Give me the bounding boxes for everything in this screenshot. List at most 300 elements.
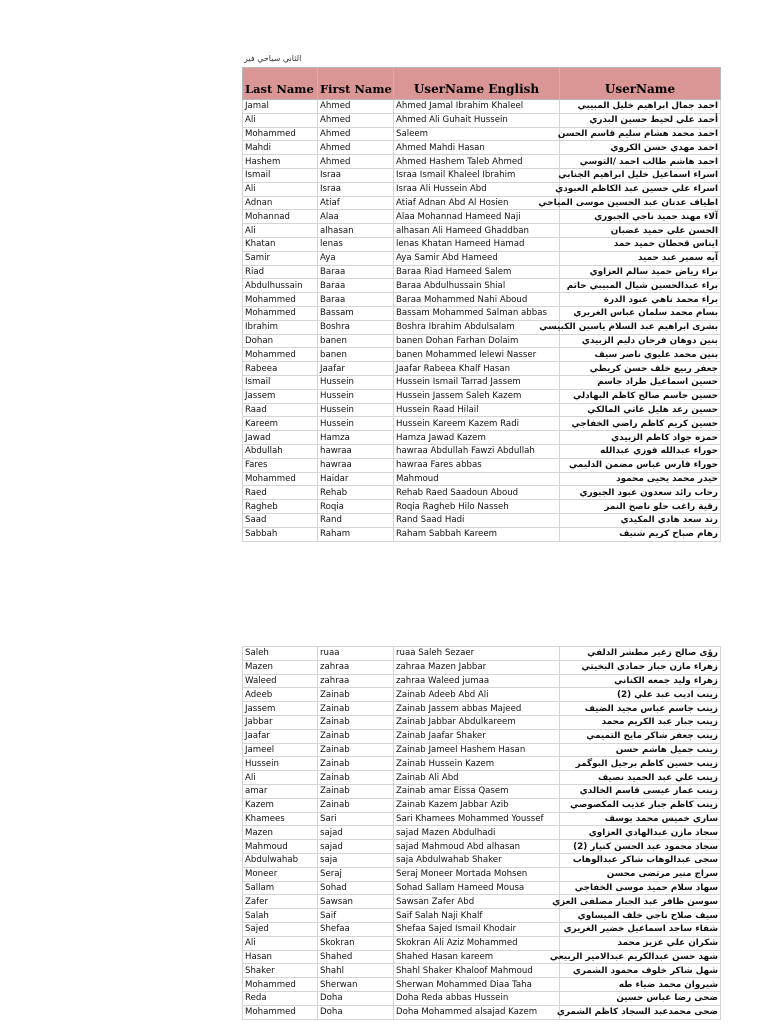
first-name-cell[interactable]: Zainab xyxy=(318,771,394,785)
last-name-cell[interactable]: Mohammed xyxy=(243,978,318,992)
table-row xyxy=(243,224,721,238)
last-name-cell[interactable]: Khamees xyxy=(243,812,318,826)
first-name-cell[interactable]: Shahed xyxy=(318,950,394,964)
username-cell[interactable]: شفاء ساجد اسماعيل خضير الغريري xyxy=(560,922,721,936)
username-english-cell[interactable]: Hussein Jassem Saleh Kazem xyxy=(394,389,560,403)
username-english-cell[interactable]: hawraa Fares abbas xyxy=(394,458,560,472)
first-name-cell[interactable]: Rand xyxy=(318,513,394,527)
table-row xyxy=(243,458,721,472)
last-name-cell[interactable]: Mahdi xyxy=(243,141,318,155)
last-name-cell[interactable]: Moneer xyxy=(243,867,318,881)
table-row xyxy=(243,196,721,210)
last-name-cell[interactable]: Mohammed xyxy=(243,293,318,307)
table-row xyxy=(243,155,721,169)
table-row xyxy=(243,127,721,141)
first-name-cell[interactable]: Sherwan xyxy=(318,978,394,992)
username-cell[interactable]: سجاد مازن عبدالهادي العزاوي xyxy=(560,826,721,840)
first-name-cell[interactable]: Ahmed xyxy=(318,127,394,141)
username-english-cell[interactable]: banen Mohammed lelewi Nasser xyxy=(394,348,560,362)
last-name-cell[interactable]: Jabbar xyxy=(243,715,318,729)
first-name-cell[interactable]: sajad xyxy=(318,840,394,854)
username-cell[interactable]: احمد مهدي حسن الكروي xyxy=(560,141,721,155)
last-name-cell[interactable]: Fares xyxy=(243,458,318,472)
table-row xyxy=(243,113,721,127)
last-name-cell[interactable]: Hussein xyxy=(243,757,318,771)
username-cell[interactable]: ضحى محمدعبد السجاد كاظم الشمري xyxy=(560,1005,721,1019)
first-name-cell[interactable]: Israa xyxy=(318,182,394,196)
username-english-cell[interactable]: zahraa Waleed jumaa xyxy=(394,674,560,688)
username-english-cell[interactable]: Baraa Mohammed Nahi Aboud xyxy=(394,293,560,307)
table-row xyxy=(243,444,721,458)
username-english-cell[interactable]: Hussein Raad Hilail xyxy=(394,403,560,417)
last-name-cell[interactable]: Ragheb xyxy=(243,500,318,514)
username-cell[interactable]: سهاد سلام حميد موسى الخفاجي xyxy=(560,881,721,895)
username-english-cell[interactable]: Skokran Ali Aziz Mohammed xyxy=(394,936,560,950)
username-english-cell[interactable]: Atiaf Adnan Abd Al Hosien xyxy=(394,196,560,210)
username-english-cell[interactable]: Doha Mohammed alsajad Kazem xyxy=(394,1005,560,1019)
first-name-cell[interactable]: Baraa xyxy=(318,293,394,307)
table-row xyxy=(243,389,721,403)
first-name-cell[interactable]: Zainab xyxy=(318,798,394,812)
username-english-cell[interactable]: Rand Saad Hadi xyxy=(394,513,560,527)
username-english-cell[interactable]: Saif Salah Naji Khalf xyxy=(394,909,560,923)
username-english-cell[interactable]: Mahmoud xyxy=(394,472,560,486)
last-name-cell[interactable]: Mohammed xyxy=(243,1005,318,1019)
users-table-top xyxy=(242,67,721,542)
first-name-cell[interactable]: Roqia xyxy=(318,500,394,514)
last-name-cell[interactable]: Mohannad xyxy=(243,210,318,224)
last-name-cell[interactable]: Kareem xyxy=(243,417,318,431)
first-name-cell[interactable]: Sawsan xyxy=(318,895,394,909)
table-row xyxy=(243,527,721,541)
first-name-cell[interactable]: Zainab xyxy=(318,784,394,798)
username-cell[interactable]: شكران علي عزيز محمد xyxy=(560,936,721,950)
first-name-cell[interactable]: Hussein xyxy=(318,389,394,403)
table-row xyxy=(243,784,721,798)
username-english-cell[interactable]: Roqia Ragheb Hilo Nasseh xyxy=(394,500,560,514)
first-name-cell[interactable]: Baraa xyxy=(318,265,394,279)
first-name-cell[interactable]: zahraa xyxy=(318,674,394,688)
table-row xyxy=(243,500,721,514)
username-cell[interactable]: جعفر ربيع خلف حسن كريطي xyxy=(560,362,721,376)
first-name-cell[interactable]: Shefaa xyxy=(318,922,394,936)
table-row xyxy=(243,895,721,909)
table-row xyxy=(243,757,721,771)
table-row xyxy=(243,375,721,389)
last-name-cell[interactable]: Mahmoud xyxy=(243,840,318,854)
first-name-cell[interactable]: Zainab xyxy=(318,743,394,757)
username-english-cell[interactable]: Zainab Jaafar Shaker xyxy=(394,729,560,743)
username-english-cell[interactable]: Hamza Jawad Kazem xyxy=(394,431,560,445)
username-english-cell[interactable]: Seraj Moneer Mortada Mohsen xyxy=(394,867,560,881)
username-cell[interactable]: حسين رعد هليل عاتي المالكي xyxy=(560,403,721,417)
table-row xyxy=(243,472,721,486)
first-name-cell[interactable]: Haidar xyxy=(318,472,394,486)
username-cell[interactable]: ايناس قحطان حميد حمد xyxy=(560,237,721,251)
username-cell[interactable]: شيروان محمد ضياء طه xyxy=(560,978,721,992)
username-english-cell[interactable]: Bassam Mohammed Salman abbas xyxy=(394,306,560,320)
table-row xyxy=(243,950,721,964)
last-name-cell[interactable]: Rabeea xyxy=(243,362,318,376)
table-row xyxy=(243,743,721,757)
first-name-cell[interactable]: Boshra xyxy=(318,320,394,334)
last-name-cell[interactable]: Ali xyxy=(243,182,318,196)
username-english-cell[interactable]: Alaa Mohannad Hameed Naji xyxy=(394,210,560,224)
first-name-cell[interactable]: Shahl xyxy=(318,964,394,978)
first-name-cell[interactable]: Jaafar xyxy=(318,362,394,376)
table-row xyxy=(243,922,721,936)
first-name-cell[interactable]: ruaa xyxy=(318,647,394,661)
username-english-cell[interactable]: ruaa Saleh Sezaer xyxy=(394,647,560,661)
table-row xyxy=(243,362,721,376)
username-english-cell[interactable]: Zainab Ali Abd xyxy=(394,771,560,785)
username-cell[interactable]: رهام صباح كريم شنيف xyxy=(560,527,721,541)
username-cell[interactable]: ساري خميس محمد يوسف xyxy=(560,812,721,826)
username-cell[interactable]: زينب جميل هاشم حسن xyxy=(560,743,721,757)
username-cell[interactable]: براء رياض حميد سالم العزاوي xyxy=(560,265,721,279)
last-name-cell[interactable]: Mohammed xyxy=(243,472,318,486)
last-name-cell[interactable]: Jawad xyxy=(243,431,318,445)
username-english-cell[interactable]: Sohad Sallam Hameed Mousa xyxy=(394,881,560,895)
table-row xyxy=(243,403,721,417)
table-row xyxy=(243,431,721,445)
username-english-cell[interactable]: Saleem xyxy=(394,127,560,141)
last-name-cell[interactable]: Dohan xyxy=(243,334,318,348)
first-name-cell[interactable]: hawraa xyxy=(318,444,394,458)
username-cell[interactable]: براء محمد ناهي عبود الدرة xyxy=(560,293,721,307)
username-cell[interactable]: زينب جعفر شاكر مايح التميمي xyxy=(560,729,721,743)
username-cell[interactable]: رقية راغب حلو ناصح النمر xyxy=(560,500,721,514)
table-row xyxy=(243,647,721,661)
first-name-cell[interactable]: banen xyxy=(318,334,394,348)
last-name-cell[interactable]: Abdullah xyxy=(243,444,318,458)
last-name-cell[interactable]: Adeeb xyxy=(243,688,318,702)
username-english-cell[interactable]: Boshra Ibrahim Abdulsalam xyxy=(394,320,560,334)
first-name-cell[interactable]: Baraa xyxy=(318,279,394,293)
last-name-cell[interactable]: Ibrahim xyxy=(243,320,318,334)
last-name-cell[interactable]: Saad xyxy=(243,513,318,527)
last-name-cell[interactable]: Raed xyxy=(243,486,318,500)
header-username[interactable]: UserName xyxy=(560,68,721,100)
last-name-cell[interactable]: Sabbah xyxy=(243,527,318,541)
username-english-cell[interactable]: hawraa Abdullah Fawzi Abdullah xyxy=(394,444,560,458)
username-cell[interactable]: حمزه جواد كاظم الزبيدي xyxy=(560,431,721,445)
table-row xyxy=(243,100,721,114)
last-name-cell[interactable]: Reda xyxy=(243,991,318,1005)
table-row xyxy=(243,306,721,320)
first-name-cell[interactable]: Doha xyxy=(318,1005,394,1019)
header-username-english[interactable]: UserName English xyxy=(394,68,560,100)
last-name-cell[interactable]: Mohammed xyxy=(243,306,318,320)
table-row xyxy=(243,853,721,867)
table-row xyxy=(243,251,721,265)
username-cell[interactable]: حيدر محمد يحيى محمود xyxy=(560,472,721,486)
username-english-cell[interactable]: Shahed Hasan kareem xyxy=(394,950,560,964)
username-english-cell[interactable]: Rehab Raed Saadoun Aboud xyxy=(394,486,560,500)
last-name-cell[interactable]: Mazen xyxy=(243,660,318,674)
username-english-cell[interactable]: Baraa Riad Hameed Salem xyxy=(394,265,560,279)
last-name-cell[interactable]: Ali xyxy=(243,113,318,127)
username-english-cell[interactable]: Jaafar Rabeea Khalf Hasan xyxy=(394,362,560,376)
username-english-cell[interactable]: Zainab Jabbar Abdulkareem xyxy=(394,715,560,729)
first-name-cell[interactable]: Hussein xyxy=(318,417,394,431)
first-name-cell[interactable]: Hussein xyxy=(318,375,394,389)
username-english-cell[interactable]: Israa Ali Hussein Abd xyxy=(394,182,560,196)
username-english-cell[interactable]: Sherwan Mohammed Diaa Taha xyxy=(394,978,560,992)
last-name-cell[interactable]: Hasan xyxy=(243,950,318,964)
last-name-cell[interactable]: Salah xyxy=(243,909,318,923)
username-cell[interactable]: بشرى ابراهيم عبد السلام ياسين الكبيسي xyxy=(560,320,721,334)
username-cell[interactable]: الحسن علي حميد غضبان xyxy=(560,224,721,238)
first-name-cell[interactable]: sajad xyxy=(318,826,394,840)
table-row xyxy=(243,688,721,702)
username-cell[interactable]: حسين اسماعيل طراد جاسم xyxy=(560,375,721,389)
username-english-cell[interactable]: Zainab Hussein Kazem xyxy=(394,757,560,771)
username-english-cell[interactable]: Shefaa Sajed Ismail Khodair xyxy=(394,922,560,936)
table-row xyxy=(243,168,721,182)
last-name-cell[interactable]: Khatan xyxy=(243,237,318,251)
username-cell[interactable]: زينب علي عبد الحميد نصيف xyxy=(560,771,721,785)
username-cell[interactable]: رند سعد هادي المكيدي xyxy=(560,513,721,527)
table-row xyxy=(243,417,721,431)
table-row xyxy=(243,182,721,196)
username-cell[interactable]: زينب جاسم عباس مجيد الضيف xyxy=(560,702,721,716)
first-name-cell[interactable]: Ahmed xyxy=(318,141,394,155)
last-name-cell[interactable]: Shaker xyxy=(243,964,318,978)
table-row xyxy=(243,348,721,362)
username-english-cell[interactable]: Israa Ismail Khaleel Ibrahim xyxy=(394,168,560,182)
username-english-cell[interactable]: Ahmed Ali Guhait Hussein xyxy=(394,113,560,127)
username-english-cell[interactable]: lenas Khatan Hameed Hamad xyxy=(394,237,560,251)
last-name-cell[interactable]: Saleh xyxy=(243,647,318,661)
username-english-cell[interactable]: Zainab amar Eissa Qasem xyxy=(394,784,560,798)
first-name-cell[interactable]: Zainab xyxy=(318,729,394,743)
last-name-cell[interactable]: Mohammed xyxy=(243,348,318,362)
username-english-cell[interactable]: Raham Sabbah Kareem xyxy=(394,527,560,541)
username-cell[interactable]: بنين دوهان فرحان دليم الزبيدي xyxy=(560,334,721,348)
table-row xyxy=(243,486,721,500)
username-cell[interactable]: اسراء اسماعيل خليل ابراهيم الجنابي xyxy=(560,168,721,182)
last-name-cell[interactable]: Jameel xyxy=(243,743,318,757)
last-name-cell[interactable]: Ali xyxy=(243,224,318,238)
username-cell[interactable]: آلاء مهند حميد ناجي الجبوري xyxy=(560,210,721,224)
username-english-cell[interactable]: Ahmed Mahdi Hasan xyxy=(394,141,560,155)
username-cell[interactable]: بنين محمد عليوي ناصر سيف xyxy=(560,348,721,362)
first-name-cell[interactable]: Rehab xyxy=(318,486,394,500)
username-cell[interactable]: زينب جبار عبد الكريم محمد xyxy=(560,715,721,729)
username-english-cell[interactable]: zahraa Mazen Jabbar xyxy=(394,660,560,674)
first-name-cell[interactable]: Zainab xyxy=(318,702,394,716)
first-name-cell[interactable]: Atiaf xyxy=(318,196,394,210)
table-row xyxy=(243,729,721,743)
username-english-cell[interactable]: Zainab Kazem Jabbar Azib xyxy=(394,798,560,812)
username-english-cell[interactable]: Zainab Jassem abbas Majeed xyxy=(394,702,560,716)
username-cell[interactable]: حوراء عبدالله فوزي عبدالله xyxy=(560,444,721,458)
last-name-cell[interactable]: Jassem xyxy=(243,389,318,403)
last-name-cell[interactable]: amar xyxy=(243,784,318,798)
table-row xyxy=(243,867,721,881)
last-name-cell[interactable]: Mohammed xyxy=(243,127,318,141)
username-english-cell[interactable]: Baraa Abdulhussain Shial xyxy=(394,279,560,293)
username-cell[interactable]: سجى عبدالوهاب شاكر عبدالوهاب xyxy=(560,853,721,867)
header-last-name[interactable]: Last Name xyxy=(243,68,318,100)
username-cell[interactable]: ضحى رضا عباس حسين xyxy=(560,991,721,1005)
first-name-cell[interactable]: hawraa xyxy=(318,458,394,472)
username-english-cell[interactable]: Zainab Jameel Hashem Hasan xyxy=(394,743,560,757)
username-cell[interactable]: آيه سمير عبد حميد xyxy=(560,251,721,265)
username-english-cell[interactable]: Hussein Kareem Kazem Radi xyxy=(394,417,560,431)
last-name-cell[interactable]: Abdulwahab xyxy=(243,853,318,867)
last-name-cell[interactable]: Abdulhussain xyxy=(243,279,318,293)
last-name-cell[interactable]: Waleed xyxy=(243,674,318,688)
table-row xyxy=(243,513,721,527)
table-row xyxy=(243,320,721,334)
first-name-cell[interactable]: Sari xyxy=(318,812,394,826)
username-cell[interactable]: اسراء علي حسين عبد الكاظم العبودي xyxy=(560,182,721,196)
table-row xyxy=(243,141,721,155)
table-row xyxy=(243,674,721,688)
username-cell[interactable]: زينب اديب عبد علي (2) xyxy=(560,688,721,702)
first-name-cell[interactable]: lenas xyxy=(318,237,394,251)
table-row xyxy=(243,334,721,348)
first-name-cell[interactable]: Skokran xyxy=(318,936,394,950)
username-cell[interactable]: رؤى صالح زغير مطشر الدلفي xyxy=(560,647,721,661)
username-english-cell[interactable]: Shahl Shaker Khaloof Mahmoud xyxy=(394,964,560,978)
table-row xyxy=(243,936,721,950)
table-row xyxy=(243,210,721,224)
table-row xyxy=(243,279,721,293)
username-english-cell[interactable]: Ahmed Hashem Taleb Ahmed xyxy=(394,155,560,169)
first-name-cell[interactable]: Aya xyxy=(318,251,394,265)
first-name-cell[interactable]: Zainab xyxy=(318,715,394,729)
first-name-cell[interactable]: Saif xyxy=(318,909,394,923)
last-name-cell[interactable]: Hashem xyxy=(243,155,318,169)
table-row xyxy=(243,715,721,729)
last-name-cell[interactable]: Jaafar xyxy=(243,729,318,743)
username-english-cell[interactable]: Ahmed Jamal Ibrahim Khaleel xyxy=(394,100,560,114)
username-cell[interactable]: زينب عمار عيسى قاسم الخالدي xyxy=(560,784,721,798)
first-name-cell[interactable]: Zainab xyxy=(318,757,394,771)
username-english-cell[interactable]: Sari Khamees Mohammed Youssef xyxy=(394,812,560,826)
username-cell[interactable]: زهراء وليد جمعه الكناني xyxy=(560,674,721,688)
username-cell[interactable]: براء عبدالحسين شيال المبيبي حاتم xyxy=(560,279,721,293)
first-name-cell[interactable]: banen xyxy=(318,348,394,362)
table-row xyxy=(243,771,721,785)
users-table-bottom xyxy=(242,646,721,1020)
first-name-cell[interactable]: Hamza xyxy=(318,431,394,445)
username-cell[interactable]: اطياف عدنان عبد الحسين موسى المياحي xyxy=(560,196,721,210)
username-english-cell[interactable]: sajad Mahmoud Abd alhasan xyxy=(394,840,560,854)
last-name-cell[interactable]: Jamal xyxy=(243,100,318,114)
username-cell[interactable]: سراج منير مرتضى محسن xyxy=(560,867,721,881)
first-name-cell[interactable]: Sohad xyxy=(318,881,394,895)
first-name-cell[interactable]: Hussein xyxy=(318,403,394,417)
first-name-cell[interactable]: Zainab xyxy=(318,688,394,702)
username-english-cell[interactable]: Zainab Adeeb Abd Ali xyxy=(394,688,560,702)
username-english-cell[interactable]: banen Dohan Farhan Dolaim xyxy=(394,334,560,348)
last-name-cell[interactable]: Adnan xyxy=(243,196,318,210)
username-cell[interactable]: حسين جاسم صالح كاظم البهادلي xyxy=(560,389,721,403)
table-row xyxy=(243,702,721,716)
username-cell[interactable]: زينب كاظم جبار عذيب المكصوصي xyxy=(560,798,721,812)
last-name-cell[interactable]: Raad xyxy=(243,403,318,417)
username-cell[interactable]: بسام محمد سلمان عباس الغريري xyxy=(560,306,721,320)
username-cell[interactable]: زينب حسين كاظم برجيل البوگمر xyxy=(560,757,721,771)
table-row xyxy=(243,812,721,826)
last-name-cell[interactable]: Ali xyxy=(243,771,318,785)
first-name-cell[interactable]: Seraj xyxy=(318,867,394,881)
username-cell[interactable]: احمد جمال ابراهيم خليل المبيبي xyxy=(560,100,721,114)
sheet-caption: الثاني سياحي فيز xyxy=(244,54,302,63)
first-name-cell[interactable]: Ahmed xyxy=(318,100,394,114)
username-cell[interactable]: شهل شاكر خلوف محمود الشمري xyxy=(560,964,721,978)
last-name-cell[interactable]: Samir xyxy=(243,251,318,265)
first-name-cell[interactable]: Alaa xyxy=(318,210,394,224)
table-row xyxy=(243,237,721,251)
first-name-cell[interactable]: Ahmed xyxy=(318,113,394,127)
username-cell[interactable]: احمد محمد هشام سليم قاسم الحسن xyxy=(560,127,721,141)
table-row xyxy=(243,881,721,895)
username-english-cell[interactable]: Hussein Ismail Tarrad Jassem xyxy=(394,375,560,389)
username-english-cell[interactable]: Sawsan Zafer Abd xyxy=(394,895,560,909)
username-english-cell[interactable]: alhasan Ali Hameed Ghaddban xyxy=(394,224,560,238)
last-name-cell[interactable]: Ali xyxy=(243,936,318,950)
last-name-cell[interactable]: Riad xyxy=(243,265,318,279)
last-name-cell[interactable]: Kazem xyxy=(243,798,318,812)
first-name-cell[interactable]: Israa xyxy=(318,168,394,182)
last-name-cell[interactable]: Sallam xyxy=(243,881,318,895)
username-cell[interactable]: سوسن ظافر عبد الجبار مصلفى العزي xyxy=(560,895,721,909)
last-name-cell[interactable]: Jassem xyxy=(243,702,318,716)
username-english-cell[interactable]: Doha Reda abbas Hussein xyxy=(394,991,560,1005)
last-name-cell[interactable]: Ismail xyxy=(243,375,318,389)
table-row xyxy=(243,798,721,812)
table-row xyxy=(243,265,721,279)
first-name-cell[interactable]: Doha xyxy=(318,991,394,1005)
username-cell[interactable]: شهد حسن عبدالكريم عبدالامير الربيعي xyxy=(560,950,721,964)
first-name-cell[interactable]: alhasan xyxy=(318,224,394,238)
table-row xyxy=(243,909,721,923)
first-name-cell[interactable]: zahraa xyxy=(318,660,394,674)
table-row xyxy=(243,964,721,978)
first-name-cell[interactable]: Bassam xyxy=(318,306,394,320)
table-row xyxy=(243,293,721,307)
username-cell[interactable]: حسين كريم كاظم راضي الخفاجي xyxy=(560,417,721,431)
username-cell[interactable]: أحمد علي لحيط حسين البدري xyxy=(560,113,721,127)
username-english-cell[interactable]: saja Abdulwahab Shaker xyxy=(394,853,560,867)
username-cell[interactable]: رحاب رائد سعدون عبود الجبوري xyxy=(560,486,721,500)
username-cell[interactable]: زهراء مازن جبار حمادي البخيتي xyxy=(560,660,721,674)
last-name-cell[interactable]: Zafer xyxy=(243,895,318,909)
last-name-cell[interactable]: Mazen xyxy=(243,826,318,840)
username-cell[interactable]: سيف صلاح ناجي خلف الميساوي xyxy=(560,909,721,923)
last-name-cell[interactable]: Sajed xyxy=(243,922,318,936)
table-row xyxy=(243,840,721,854)
first-name-cell[interactable]: Ahmed xyxy=(318,155,394,169)
first-name-cell[interactable]: saja xyxy=(318,853,394,867)
username-english-cell[interactable]: sajad Mazen Abdulhadi xyxy=(394,826,560,840)
username-cell[interactable]: حوراء فارس عباس مضمن الدليمي xyxy=(560,458,721,472)
table-row xyxy=(243,660,721,674)
table-row xyxy=(243,991,721,1005)
username-cell[interactable]: سجاد محمود عبد الحسن كنيار (2) xyxy=(560,840,721,854)
first-name-cell[interactable]: Raham xyxy=(318,527,394,541)
last-name-cell[interactable]: Ismail xyxy=(243,168,318,182)
username-english-cell[interactable]: Aya Samir Abd Hameed xyxy=(394,251,560,265)
username-cell[interactable]: احمد هاشم طالب احمد /التوسي xyxy=(560,155,721,169)
table-row xyxy=(243,826,721,840)
header-first-name[interactable]: First Name xyxy=(318,68,394,100)
